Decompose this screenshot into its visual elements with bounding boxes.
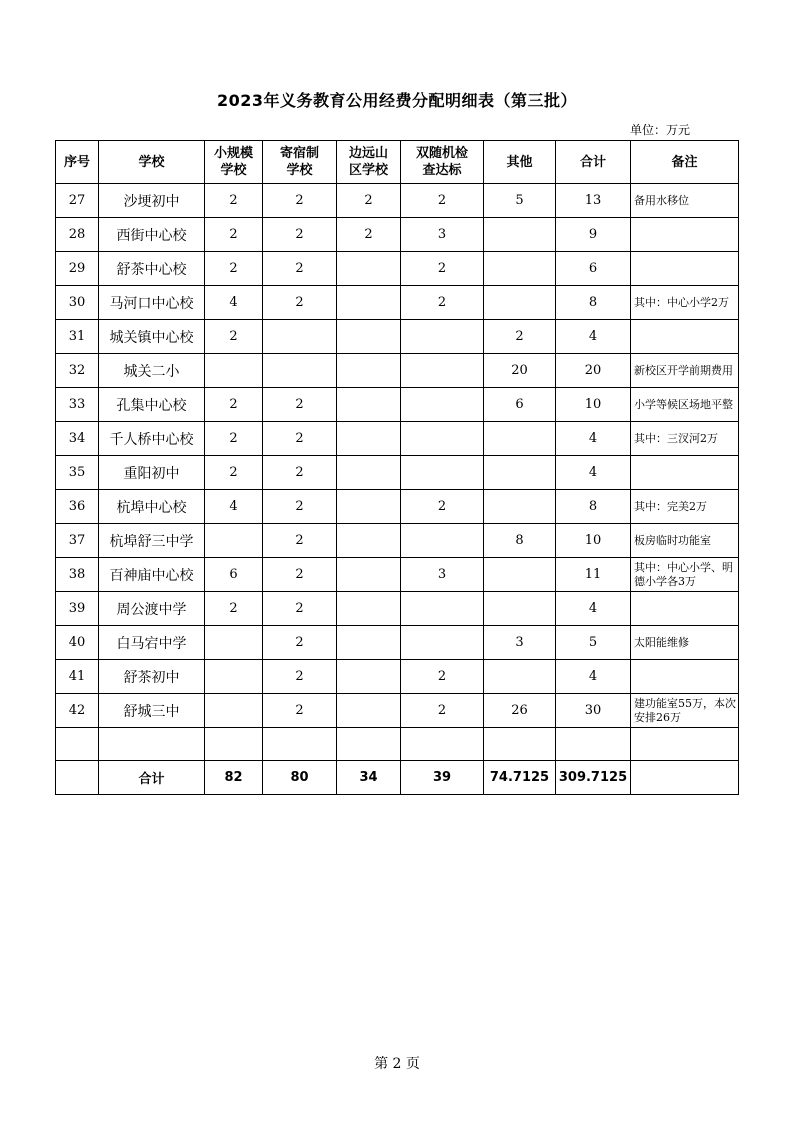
value-cell: 29 (56, 252, 99, 286)
total-value: 39 (401, 761, 484, 795)
table-row (56, 252, 739, 286)
table-row (56, 320, 739, 354)
empty-cell (556, 728, 631, 761)
value-cell: 8 (484, 524, 556, 558)
total-index-cell (56, 761, 99, 795)
total-note (631, 761, 739, 795)
value-cell: 2 (263, 558, 337, 592)
value-cell: 2 (263, 388, 337, 422)
table-row (56, 660, 739, 694)
value-cell: 2 (205, 422, 263, 456)
note-cell: 其中：中心小学、明德小学各3万 (631, 558, 739, 592)
value-cell (401, 422, 484, 456)
value-cell: 2 (205, 184, 263, 218)
column-header: 双随机检 查达标 (401, 141, 484, 184)
value-cell (484, 558, 556, 592)
note-cell (631, 218, 739, 252)
value-cell: 4 (205, 490, 263, 524)
value-cell: 2 (263, 286, 337, 320)
value-cell (484, 490, 556, 524)
value-cell: 6 (556, 252, 631, 286)
note-cell: 其中：完美2万 (631, 490, 739, 524)
value-cell: 2 (205, 388, 263, 422)
value-cell: 39 (56, 592, 99, 626)
value-cell: 2 (263, 626, 337, 660)
value-cell (205, 354, 263, 388)
note-cell: 其中：中心小学2万 (631, 286, 739, 320)
value-cell: 8 (556, 490, 631, 524)
total-value: 82 (205, 761, 263, 795)
value-cell: 2 (401, 286, 484, 320)
column-header: 小规模 学校 (205, 141, 263, 184)
value-cell (337, 422, 401, 456)
value-cell (401, 354, 484, 388)
note-cell: 建功能室55万，本次安排26万 (631, 694, 739, 728)
page-number: 第 2 页 (374, 1056, 420, 1072)
value-cell: 2 (263, 422, 337, 456)
total-value: 34 (337, 761, 401, 795)
value-cell: 2 (263, 218, 337, 252)
table-row (56, 490, 739, 524)
school-cell: 沙埂初中 (99, 184, 205, 218)
value-cell: 3 (401, 558, 484, 592)
value-cell: 2 (263, 694, 337, 728)
value-cell (337, 558, 401, 592)
empty-cell (205, 728, 263, 761)
value-cell: 2 (401, 694, 484, 728)
value-cell: 35 (56, 456, 99, 490)
value-cell: 31 (56, 320, 99, 354)
value-cell (337, 354, 401, 388)
note-cell: 太阳能维修 (631, 626, 739, 660)
value-cell (337, 252, 401, 286)
school-cell: 舒城三中 (99, 694, 205, 728)
value-cell: 2 (337, 218, 401, 252)
value-cell (484, 456, 556, 490)
value-cell: 32 (56, 354, 99, 388)
school-cell: 西街中心校 (99, 218, 205, 252)
school-cell: 马河口中心校 (99, 286, 205, 320)
page-title: 2023年义务教育公用经费分配明细表（第三批） (216, 91, 578, 110)
value-cell: 20 (556, 354, 631, 388)
value-cell: 2 (401, 252, 484, 286)
value-cell: 2 (401, 490, 484, 524)
unit-label: 单位：万元 (630, 123, 691, 137)
value-cell: 2 (205, 218, 263, 252)
value-cell: 2 (263, 490, 337, 524)
school-cell: 城关镇中心校 (99, 320, 205, 354)
value-cell: 4 (556, 320, 631, 354)
table-row (56, 286, 739, 320)
value-cell (337, 320, 401, 354)
value-cell: 2 (263, 524, 337, 558)
column-header: 备注 (631, 141, 739, 184)
column-header: 其他 (484, 141, 556, 184)
value-cell (484, 592, 556, 626)
empty-cell (401, 728, 484, 761)
value-cell (205, 524, 263, 558)
table-row (56, 184, 739, 218)
value-cell: 5 (484, 184, 556, 218)
value-cell: 2 (484, 320, 556, 354)
value-cell: 2 (205, 252, 263, 286)
column-header: 合计 (556, 141, 631, 184)
note-cell (631, 320, 739, 354)
note-cell (631, 252, 739, 286)
school-cell: 千人桥中心校 (99, 422, 205, 456)
value-cell (337, 626, 401, 660)
value-cell (337, 694, 401, 728)
total-value: 74.7125 (484, 761, 556, 795)
school-cell: 百神庙中心校 (99, 558, 205, 592)
empty-cell (56, 728, 99, 761)
school-cell: 重阳初中 (99, 456, 205, 490)
allocation-table (55, 140, 739, 795)
value-cell: 2 (263, 252, 337, 286)
value-cell: 4 (556, 456, 631, 490)
note-cell: 新校区开学前期费用 (631, 354, 739, 388)
value-cell (401, 626, 484, 660)
value-cell: 34 (56, 422, 99, 456)
table-row (56, 524, 739, 558)
value-cell: 11 (556, 558, 631, 592)
value-cell: 6 (205, 558, 263, 592)
table-row (56, 694, 739, 728)
table-row (56, 354, 739, 388)
total-row (56, 761, 739, 795)
school-cell: 杭埠中心校 (99, 490, 205, 524)
empty-cell (631, 728, 739, 761)
school-cell: 周公渡中学 (99, 592, 205, 626)
value-cell: 28 (56, 218, 99, 252)
value-cell: 40 (56, 626, 99, 660)
value-cell: 20 (484, 354, 556, 388)
table-row (56, 558, 739, 592)
school-cell: 孔集中心校 (99, 388, 205, 422)
value-cell (401, 592, 484, 626)
value-cell (401, 524, 484, 558)
value-cell: 36 (56, 490, 99, 524)
value-cell: 30 (56, 286, 99, 320)
total-label: 合计 (99, 761, 205, 795)
value-cell: 4 (205, 286, 263, 320)
value-cell: 4 (556, 660, 631, 694)
value-cell (401, 388, 484, 422)
value-cell (484, 286, 556, 320)
value-cell: 8 (556, 286, 631, 320)
school-cell: 舒茶初中 (99, 660, 205, 694)
value-cell: 37 (56, 524, 99, 558)
value-cell: 2 (263, 592, 337, 626)
value-cell: 27 (56, 184, 99, 218)
value-cell: 3 (484, 626, 556, 660)
value-cell (337, 286, 401, 320)
value-cell: 41 (56, 660, 99, 694)
value-cell: 4 (556, 592, 631, 626)
table-header-row (56, 141, 739, 184)
total-value: 309.7125 (556, 761, 631, 795)
empty-cell (99, 728, 205, 761)
value-cell (337, 456, 401, 490)
value-cell (337, 592, 401, 626)
value-cell (205, 626, 263, 660)
value-cell: 2 (205, 320, 263, 354)
school-cell: 舒茶中心校 (99, 252, 205, 286)
note-cell (631, 456, 739, 490)
column-header: 学校 (99, 141, 205, 184)
value-cell: 26 (484, 694, 556, 728)
value-cell (205, 694, 263, 728)
value-cell (205, 660, 263, 694)
note-cell: 板房临时功能室 (631, 524, 739, 558)
note-cell: 其中：三汊河2万 (631, 422, 739, 456)
value-cell: 9 (556, 218, 631, 252)
total-value: 80 (263, 761, 337, 795)
blank-row (56, 728, 739, 761)
value-cell: 2 (263, 456, 337, 490)
note-cell (631, 592, 739, 626)
note-cell: 备用水移位 (631, 184, 739, 218)
value-cell (484, 218, 556, 252)
value-cell: 2 (205, 456, 263, 490)
value-cell: 2 (401, 660, 484, 694)
value-cell: 2 (263, 184, 337, 218)
table-row (56, 456, 739, 490)
table-row (56, 626, 739, 660)
note-cell: 小学等候区场地平整 (631, 388, 739, 422)
note-cell (631, 660, 739, 694)
column-header: 边远山 区学校 (337, 141, 401, 184)
value-cell (484, 660, 556, 694)
value-cell: 38 (56, 558, 99, 592)
value-cell (337, 660, 401, 694)
value-cell: 6 (484, 388, 556, 422)
value-cell (337, 388, 401, 422)
value-cell (401, 456, 484, 490)
value-cell: 10 (556, 388, 631, 422)
value-cell: 30 (556, 694, 631, 728)
value-cell: 42 (56, 694, 99, 728)
empty-cell (484, 728, 556, 761)
empty-cell (263, 728, 337, 761)
column-header: 寄宿制 学校 (263, 141, 337, 184)
value-cell: 4 (556, 422, 631, 456)
school-cell: 杭埠舒三中学 (99, 524, 205, 558)
value-cell (484, 252, 556, 286)
school-cell: 白马宕中学 (99, 626, 205, 660)
table-row (56, 388, 739, 422)
value-cell: 33 (56, 388, 99, 422)
value-cell: 3 (401, 218, 484, 252)
value-cell: 10 (556, 524, 631, 558)
value-cell (337, 490, 401, 524)
value-cell: 5 (556, 626, 631, 660)
column-header: 序号 (56, 141, 99, 184)
value-cell: 2 (337, 184, 401, 218)
value-cell (263, 354, 337, 388)
table-row (56, 592, 739, 626)
value-cell: 2 (205, 592, 263, 626)
value-cell (401, 320, 484, 354)
empty-cell (337, 728, 401, 761)
value-cell (263, 320, 337, 354)
table-row (56, 422, 739, 456)
value-cell (484, 422, 556, 456)
value-cell: 13 (556, 184, 631, 218)
value-cell (337, 524, 401, 558)
value-cell: 2 (263, 660, 337, 694)
value-cell: 2 (401, 184, 484, 218)
school-cell: 城关二小 (99, 354, 205, 388)
table-row (56, 218, 739, 252)
